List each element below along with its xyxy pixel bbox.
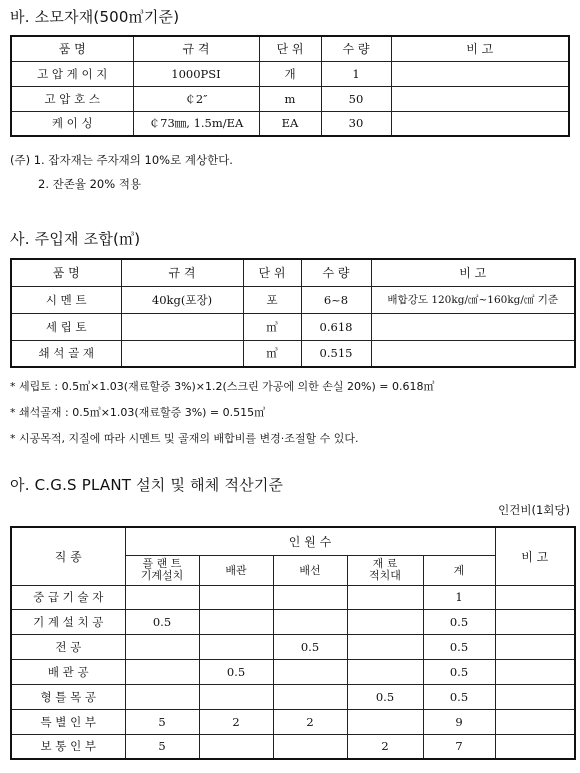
cell-spec: ￠2″ [133,86,259,111]
header-remark: 비 고 [495,527,575,585]
subheader-line: 재 료 [372,557,398,570]
cell-wiring: 2 [273,709,347,734]
cell-plant-install [125,684,199,709]
cell-item: 케 이 싱 [11,111,133,136]
table-row [11,609,575,634]
header-job: 직 종 [11,527,125,585]
note-crushed-aggregate: * 쇄석골재 : 0.5㎥×1.03(재료할증 3%) = 0.515㎥ [10,406,266,419]
cell-total: 1 [423,585,495,609]
table-row [11,709,575,734]
cell-plant-install [125,585,199,609]
cell-remark [391,111,569,136]
cell-remark [495,684,575,709]
section-ba-title: 바. 소모자재(500㎥기준) [10,8,180,26]
cell-unit: m [259,86,321,111]
cell-spec: 40kg(포장) [121,286,243,313]
cgs-plant-labor-table [10,526,576,760]
header-item: 품 명 [11,259,121,286]
cell-piping [199,634,273,659]
cell-job: 형 틀 목 공 [11,684,125,709]
cell-item: 고 압 호 스 [11,86,133,111]
cell-material-rack [347,585,423,609]
header-remark: 비 고 [371,259,575,286]
table-row [11,61,569,86]
cell-qty: 0.515 [301,340,371,367]
cell-piping: 2 [199,709,273,734]
cell-job: 중 급 기 술 자 [11,585,125,609]
table-header-row [11,36,569,61]
cell-qty: 30 [321,111,391,136]
cell-unit: ㎥ [243,340,301,367]
cell-remark [495,634,575,659]
table-row [11,734,575,759]
cell-total: 0.5 [423,684,495,709]
subheader-line: 기계설치 [140,569,184,582]
grout-mix-table [10,258,576,368]
cell-total: 7 [423,734,495,759]
note-mix-ratio: * 시공목적, 지질에 따라 시멘트 및 골재의 배합비를 변경·조절할 수 있다. [10,432,359,445]
cell-qty: 1 [321,61,391,86]
subheader-total: 계 [423,555,495,585]
cell-item: 쇄 석 골 재 [11,340,121,367]
consumables-table [10,35,570,137]
cell-piping [199,585,273,609]
header-spec: 규 격 [133,36,259,61]
cell-job: 전 공 [11,634,125,659]
table-row [11,340,575,367]
cell-plant-install [125,634,199,659]
cell-piping [199,734,273,759]
cell-material-rack: 0.5 [347,684,423,709]
cell-remark [495,709,575,734]
cell-qty: 6~8 [301,286,371,313]
table-row [11,659,575,684]
cell-spec [121,340,243,367]
cell-spec [121,313,243,340]
cell-material-rack [347,634,423,659]
cell-material-rack: 2 [347,734,423,759]
cell-item: 세 립 토 [11,313,121,340]
table-row [11,111,569,136]
cell-total: 0.5 [423,634,495,659]
cell-unit: 포 [243,286,301,313]
cell-job: 기 계 설 치 공 [11,609,125,634]
cell-item: 고 압 게 이 지 [11,61,133,86]
cell-remark [391,86,569,111]
cell-item: 시 멘 트 [11,286,121,313]
cell-unit: EA [259,111,321,136]
cell-plant-install: 5 [125,709,199,734]
cell-remark [371,313,575,340]
cell-material-rack [347,709,423,734]
cell-plant-install: 5 [125,734,199,759]
cell-wiring [273,609,347,634]
table-row [11,313,575,340]
cell-job: 특 별 인 부 [11,709,125,734]
subheader-piping: 배관 [199,555,273,585]
section-sa-title: 사. 주입재 조합(㎥) [10,230,141,248]
cell-wiring [273,659,347,684]
note-1: (주) 1. 잡자재는 주자재의 10%로 계상한다. [10,153,233,167]
header-unit: 단 위 [243,259,301,286]
cell-remark [495,734,575,759]
subheader-line: 플 랜 트 [142,557,182,570]
table-row [11,585,575,609]
table-row [11,634,575,659]
cell-wiring: 0.5 [273,634,347,659]
cell-piping: 0.5 [199,659,273,684]
cell-total: 9 [423,709,495,734]
cell-wiring [273,734,347,759]
table-header-row [11,259,575,286]
cell-plant-install [125,659,199,684]
header-spec: 규 격 [121,259,243,286]
subheader-wiring: 배선 [273,555,347,585]
cell-piping [199,684,273,709]
cell-unit: 개 [259,61,321,86]
cell-qty: 0.618 [301,313,371,340]
cell-spec: 1000PSI [133,61,259,86]
cell-job: 보 통 인 부 [11,734,125,759]
header-headcount: 인 원 수 [125,527,495,555]
cell-remark: 배합강도 120kg/㎠~160kg/㎠ 기준 [371,286,575,313]
cell-remark [495,585,575,609]
cell-qty: 50 [321,86,391,111]
cell-material-rack [347,659,423,684]
table-row [11,684,575,709]
cell-spec: ￠73㎜, 1.5m/EA [133,111,259,136]
cell-piping [199,609,273,634]
section-a-title: 아. C.G.S PLANT 설치 및 해체 적산기준 [10,476,284,494]
cell-total: 0.5 [423,659,495,684]
header-unit: 단 위 [259,36,321,61]
cell-remark [371,340,575,367]
cell-remark [495,659,575,684]
cell-job: 배 관 공 [11,659,125,684]
note-2: 2. 잔존율 20% 적용 [38,177,142,191]
header-qty: 수 량 [301,259,371,286]
unit-note: 인건비(1회당) [498,503,570,517]
cell-remark [391,61,569,86]
header-qty: 수 량 [321,36,391,61]
cell-remark [495,609,575,634]
cell-unit: ㎥ [243,313,301,340]
table-header-row [11,527,575,555]
table-row [11,286,575,313]
note-fine-soil: * 세립토 : 0.5㎥×1.03(재료할증 3%)×1.2(스크린 가공에 의한 손실 20%) = 0.618㎥ [10,380,435,393]
cell-wiring [273,585,347,609]
cell-material-rack [347,609,423,634]
table-row [11,86,569,111]
subheader-line: 적치대 [369,569,401,582]
cell-plant-install: 0.5 [125,609,199,634]
cell-wiring [273,684,347,709]
subheader-material-rack [347,555,423,585]
subheader-plant-install [125,555,199,585]
header-item: 품 명 [11,36,133,61]
cell-total: 0.5 [423,609,495,634]
header-remark: 비 고 [391,36,569,61]
